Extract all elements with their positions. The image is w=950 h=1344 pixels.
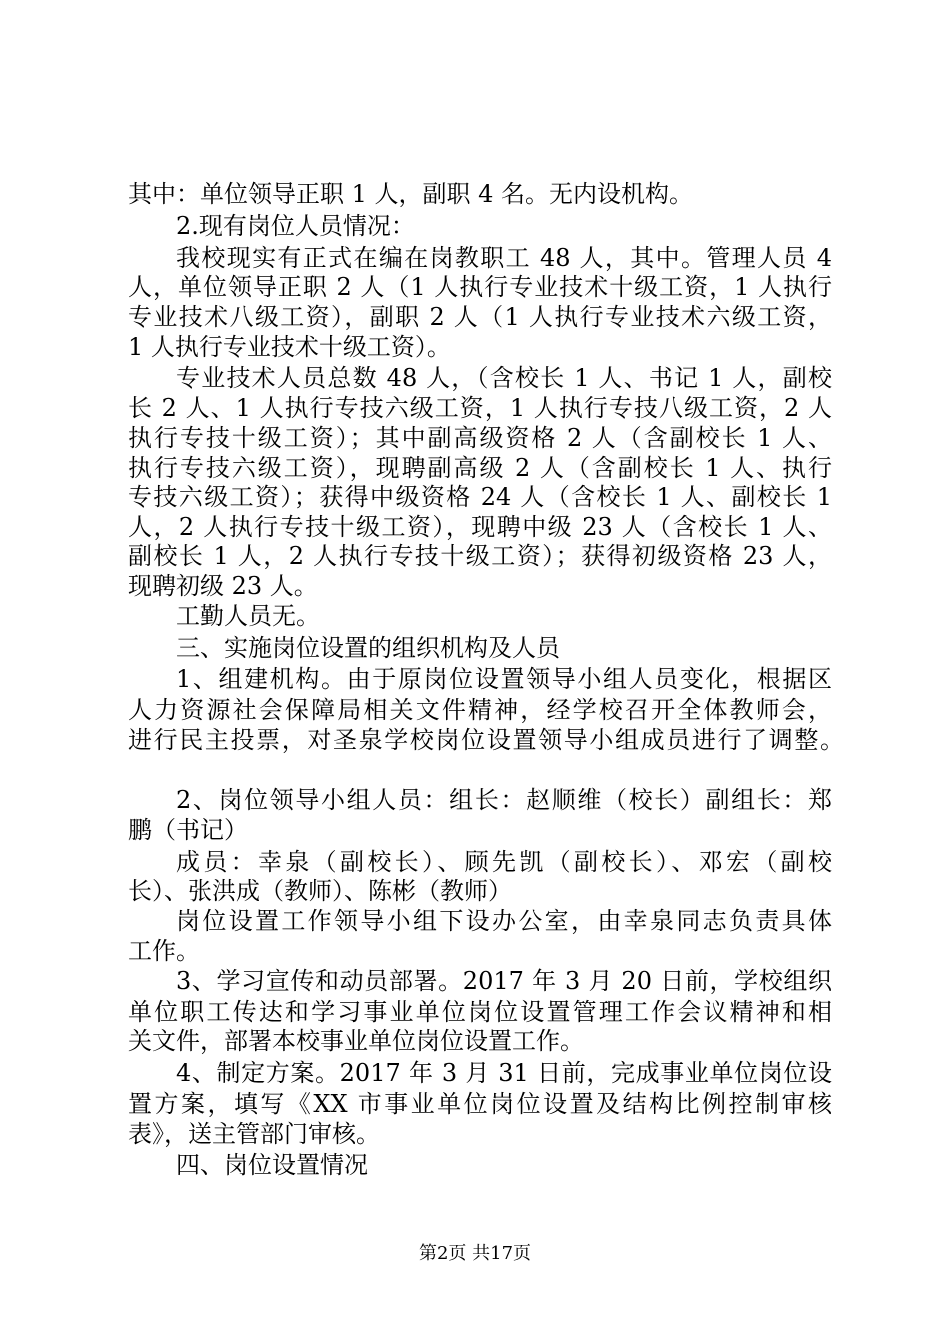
text-line: 工作。 bbox=[128, 937, 200, 965]
text-line: 专技六级工资）；获得中级资格 24 人（含校长 1 人、副校长 1 bbox=[128, 483, 832, 511]
text-line: 进行民主投票，对圣泉学校岗位设置领导小组成员进行了调整。 bbox=[128, 726, 844, 754]
text-line: 工勤人员无。 bbox=[176, 602, 320, 630]
text-line: 长 2 人、1 人执行专技六级工资，1 人执行专技八级工资，2 人 bbox=[128, 394, 832, 422]
text-line: 人力资源社会保障局相关文件精神，经学校召开全体教师会， bbox=[128, 696, 832, 724]
text-line: 表》，送主管部门审核。 bbox=[128, 1120, 380, 1148]
text-line: 置方案，填写《XX 市事业单位岗位设置及结构比例控制审核 bbox=[128, 1090, 832, 1118]
text-line: 其中：单位领导正职 1 人，副职 4 名。无内设机构。 bbox=[128, 180, 694, 208]
text-line: 副校长 1 人，2 人执行专技十级工资）；获得初级资格 23 人， bbox=[128, 542, 832, 570]
text-line: 鹏（书记） bbox=[128, 816, 248, 844]
text-line: 现聘初级 23 人。 bbox=[128, 572, 318, 600]
text-line: 单位职工传达和学习事业单位岗位设置管理工作会议精神和相 bbox=[128, 998, 832, 1026]
text-line: 4、制定方案。2017 年 3 月 31 日前，完成事业单位岗位设 bbox=[176, 1059, 832, 1087]
text-line: 四、岗位设置情况 bbox=[176, 1151, 368, 1179]
page-footer: 第2页 共17页 bbox=[418, 1243, 532, 1264]
text-line: 执行专技六级工资），现聘副高级 2 人（含副校长 1 人、执行 bbox=[128, 454, 832, 482]
text-line: 执行专技十级工资）；其中副高级资格 2 人（含副校长 1 人、 bbox=[128, 424, 832, 452]
text-line: 2.现有岗位人员情况： bbox=[176, 212, 415, 240]
text-line: 1 人执行专业技术十级工资）。 bbox=[128, 333, 451, 361]
text-line: 人，2 人执行专技十级工资），现聘中级 23 人（含校长 1 人、 bbox=[128, 513, 832, 541]
text-line: 岗位设置工作领导小组下设办公室，由幸泉同志负责具体 bbox=[176, 907, 832, 935]
text-line: 我校现实有正式在编在岗教职工 48 人，其中。管理人员 4 bbox=[176, 244, 832, 272]
text-line: 成员：幸泉（副校长）、顾先凯（副校长）、邓宏（副校 bbox=[176, 848, 832, 876]
text-line: 专业技术八级工资），副职 2 人（1 人执行专业技术六级工资， bbox=[128, 303, 832, 331]
text-line: 2、岗位领导小组人员：组长：赵顺维（校长）副组长：郑 bbox=[176, 786, 832, 814]
text-line: 人，单位领导正职 2 人（1 人执行专业技术十级工资，1 人执行 bbox=[128, 273, 832, 301]
text-line: 1、组建机构。由于原岗位设置领导小组人员变化，根据区 bbox=[176, 665, 832, 693]
text-line: 专业技术人员总数 48 人，（含校长 1 人、书记 1 人，副校 bbox=[176, 364, 832, 392]
text-line: 3、学习宣传和动员部署。2017 年 3 月 20 日前，学校组织 bbox=[176, 967, 832, 995]
text-line: 长）、张洪成（教师）、陈彬（教师） bbox=[128, 877, 512, 905]
text-line: 三、实施岗位设置的组织机构及人员 bbox=[176, 634, 560, 662]
text-line: 关文件，部署本校事业单位岗位设置工作。 bbox=[128, 1027, 584, 1055]
